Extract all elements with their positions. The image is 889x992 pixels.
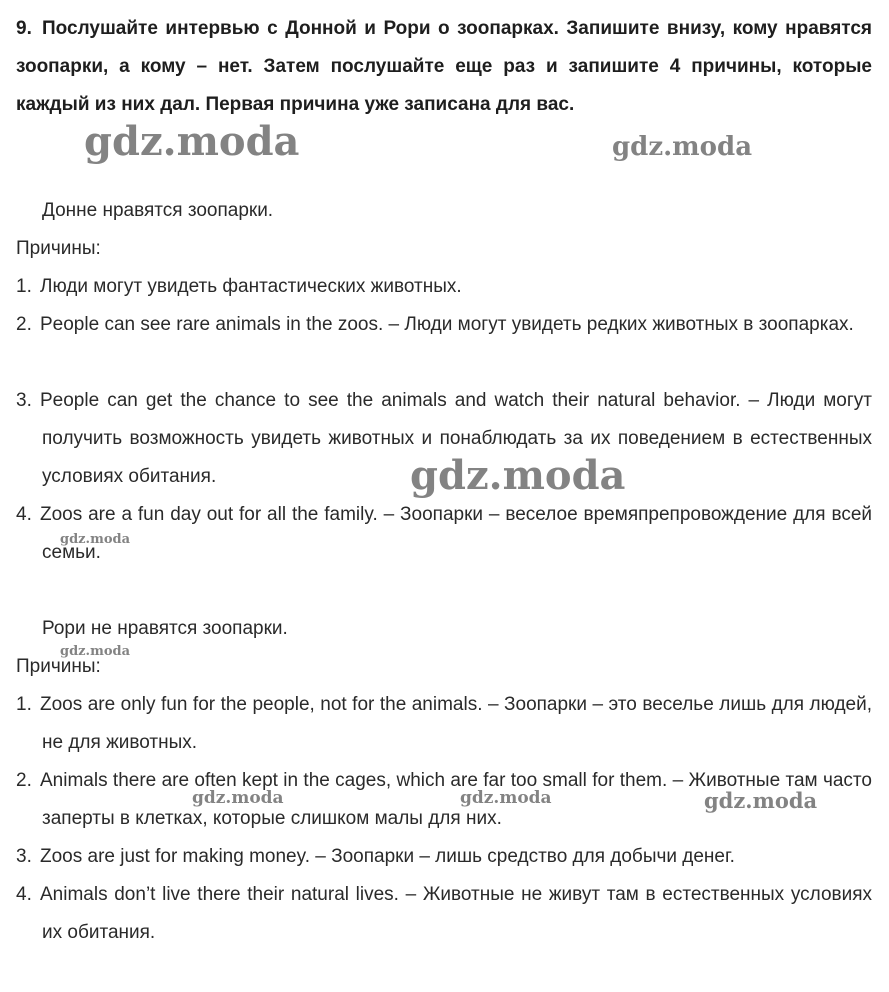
donna-reason-2	[16, 306, 872, 344]
list-text: Zoos are just for making money. – Зоопарки – лишь средство для добычи денег.	[40, 846, 735, 867]
donna-reason-4	[16, 496, 872, 572]
list-text: Zoos are a fun day out for all the family. – Зоопарки – веселое времяпрепровождение для всей семьи.	[40, 504, 872, 563]
watermark: gdz.moda	[612, 132, 753, 162]
watermark: gdz.moda	[410, 452, 626, 499]
list-number: 3.	[16, 846, 32, 867]
donna-reasons-label: Причины:	[16, 238, 101, 259]
list-text: Animals don’t live there their natural lives. – Животные не живут там в естественных условиях их обитания.	[40, 884, 872, 943]
list-number: 4.	[16, 884, 32, 905]
list-text: People can see rare animals in the zoos. – Люди могут увидеть редких животных в зоопарках.	[40, 314, 854, 335]
donna-heading: Донне нравятся зоопарки.	[42, 200, 274, 221]
rory-reason-3	[16, 838, 872, 876]
list-number: 4.	[16, 504, 32, 525]
rory-reasons-label: Причины:	[16, 656, 101, 677]
list-number: 2.	[16, 770, 32, 791]
rory-heading: Рори не нравятся зоопарки.	[42, 618, 288, 639]
watermark: gdz.moda	[460, 788, 552, 808]
list-text: Animals there are often kept in the cages, which are far too small for them. – Животные там часто заперты в клетках, которые слишком малы для них.	[40, 770, 872, 829]
donna-reason-3	[16, 382, 872, 496]
list-number: 1.	[16, 694, 32, 715]
task-instruction	[16, 10, 872, 124]
watermark: gdz.moda	[84, 118, 300, 165]
rory-reason-4	[16, 876, 872, 952]
list-number: 3.	[16, 390, 32, 411]
list-number: 2.	[16, 314, 32, 335]
watermark: gdz.moda	[192, 788, 284, 808]
watermark: gdz.moda	[60, 532, 131, 547]
donna-reason-1	[16, 268, 872, 306]
rory-reason-1	[16, 686, 872, 762]
task-text: Послушайте интервью с Донной и Рори о зоопарках. Запишите внизу, кому нравятся зоопарки, а кому – нет. Затем послушайте еще раз и запишите 4 причины, которые каждый из них дал. Первая причина уже записана для вас.	[16, 18, 872, 115]
rory-reason-2	[16, 762, 872, 838]
watermark: gdz.moda	[60, 644, 131, 659]
list-text: Люди могут увидеть фантастических животных.	[40, 276, 462, 297]
watermark: gdz.moda	[704, 788, 818, 813]
task-number: 9.	[16, 18, 32, 39]
list-number: 1.	[16, 276, 32, 297]
list-text: Zoos are only fun for the people, not for the animals. – Зоопарки – это веселье лишь для людей, не для животных.	[40, 694, 872, 753]
list-text: People can get the chance to see the animals and watch their natural behavior. – Люди могут получить возможность увидеть животных и понаблюдать за их поведением в естественных условиях обитания.	[40, 390, 872, 487]
